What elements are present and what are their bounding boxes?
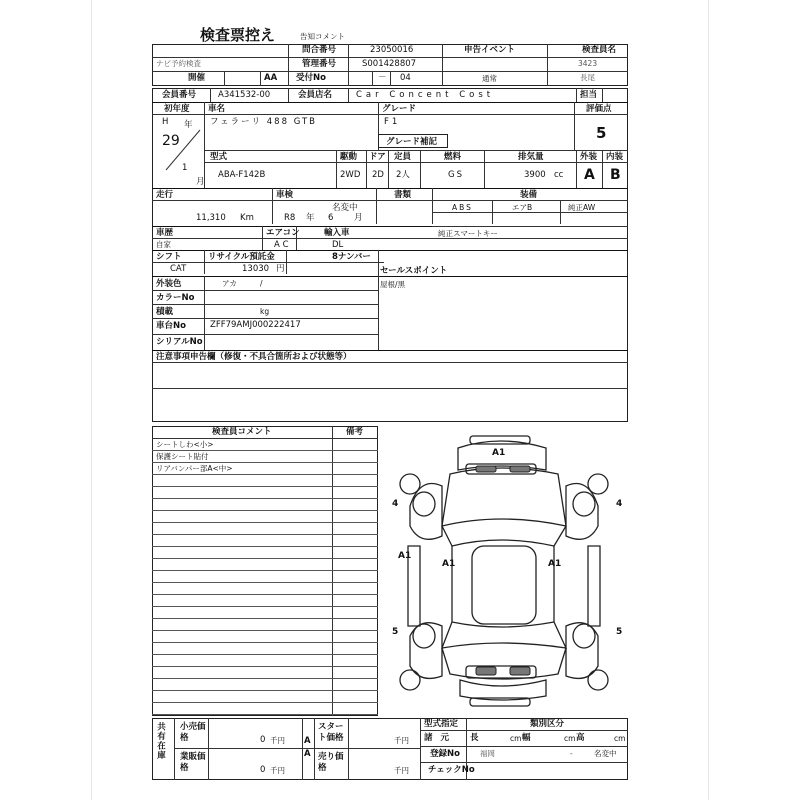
first-reg-label: 初年度 xyxy=(164,104,190,114)
recycle-unit: 円 xyxy=(276,264,285,274)
equip-smart-key: 純正スマートキー xyxy=(438,229,498,238)
load-unit: kg xyxy=(260,307,270,316)
mileage-label: 走行 xyxy=(156,190,174,200)
comment-line-1: シートしわ<小> xyxy=(156,440,214,449)
mark-left-door: A1 xyxy=(442,559,456,569)
staff-label: 担当 xyxy=(580,90,598,100)
serial-label: シリアルNo xyxy=(156,337,203,347)
wholesale-price-value: 0 xyxy=(260,765,266,775)
wholesale-price-unit: 千円 xyxy=(270,766,285,775)
mark-left-side: A1 xyxy=(398,551,412,561)
comment-rule xyxy=(152,570,378,571)
reception-no: 04 xyxy=(400,73,411,83)
capacity-label: 定員 xyxy=(394,152,412,162)
wholesale-price-label: 業販価格 xyxy=(180,752,206,773)
mgmt-no: S001428807 xyxy=(362,59,417,69)
venue-value: AA xyxy=(264,73,278,83)
width-unit: cm xyxy=(564,734,576,743)
page-title: 検査票控え xyxy=(200,26,276,44)
comment-rule xyxy=(152,498,378,499)
inspection-label: 車検 xyxy=(276,190,294,200)
mark-right-door: A1 xyxy=(548,559,562,569)
sales-point-value: 屋根/黒 xyxy=(380,280,406,289)
first-reg-era: H xyxy=(162,117,169,127)
mark-right-front-tire: 4 xyxy=(616,499,623,509)
color-value: アカ xyxy=(222,279,237,288)
inspection-era: R8 xyxy=(284,213,296,223)
comment-rule xyxy=(152,630,378,631)
equip-abs: ABS xyxy=(452,203,473,212)
start-price-label: スタート価格 xyxy=(318,722,344,743)
declaration-label: 申告イベント xyxy=(464,45,516,55)
category-label: 類別区分 xyxy=(530,719,565,729)
first-reg-month: 1 xyxy=(182,163,188,173)
length-label: 長 xyxy=(470,733,479,743)
type-designation-label: 型式指定 xyxy=(424,719,459,729)
inspection-sheet xyxy=(92,0,708,800)
grade-extra-label: グレード補記 xyxy=(386,137,438,147)
color-label: 外装色 xyxy=(156,279,182,289)
member-no-label: 会員番号 xyxy=(162,90,197,100)
length-unit: cm xyxy=(510,734,522,743)
drive-label: 駆動 xyxy=(340,152,358,162)
member-no: A341532-00 xyxy=(218,90,271,100)
equipment-label: 装備 xyxy=(520,190,538,200)
shift-value: CAT xyxy=(170,264,187,274)
shift-label: シフト xyxy=(156,252,182,262)
first-reg-month-char: 月 xyxy=(196,177,205,187)
height-unit: cm xyxy=(614,734,626,743)
sell-price-label: 売り価格 xyxy=(318,752,344,773)
flag-a-2: A xyxy=(304,749,311,759)
comment-rule xyxy=(152,654,378,655)
import-value: DL xyxy=(332,240,344,250)
history-value: 自家 xyxy=(156,240,171,249)
chassis-value: ZFF79AMJ000222417 xyxy=(210,320,301,330)
remarks-label: 備考 xyxy=(346,427,364,437)
docs-value: 名変中 xyxy=(332,203,358,213)
reception-dash: － xyxy=(378,73,387,83)
displacement-label: 排気量 xyxy=(518,152,544,162)
comment-rule xyxy=(152,702,378,703)
comment-rule xyxy=(152,522,378,523)
car-name-label: 車名 xyxy=(208,104,226,114)
comment-rule xyxy=(152,666,378,667)
mark-left-front-tire: 4 xyxy=(392,499,399,509)
height-label: 高 xyxy=(576,733,585,743)
mark-left-rear-tire: 5 xyxy=(392,627,399,637)
comment-rule xyxy=(152,678,378,679)
first-reg-year: 29 xyxy=(162,133,180,149)
door-value: 2D xyxy=(372,170,384,180)
mileage-value: 11,310 xyxy=(196,213,226,223)
notice-label: 告知コメント xyxy=(300,32,345,41)
car-name: フェラーリ 488 GTB xyxy=(210,117,318,127)
declaration-value: 通常 xyxy=(482,74,497,83)
load-label: 積載 xyxy=(156,307,174,317)
comment-rule xyxy=(152,450,378,451)
comment-line-2: 保護シート貼付 xyxy=(156,452,209,461)
navi-booking: ナビ予約検査 xyxy=(156,59,201,68)
comment-rule xyxy=(152,486,378,487)
inspection-year-char: 年 xyxy=(306,213,315,223)
recycle-label: リサイクル預託金 xyxy=(208,252,275,262)
sell-price-unit: 千円 xyxy=(394,766,409,775)
displacement-unit: cc xyxy=(554,170,564,180)
registration-place: 福岡 xyxy=(480,749,495,758)
interior-label: 内装 xyxy=(606,152,624,162)
inspector-id: 3423 xyxy=(578,59,598,68)
sales-point-label: セールスポイント xyxy=(380,266,448,276)
fuel-label: 燃料 xyxy=(444,152,462,162)
width-label: 幅 xyxy=(522,733,531,743)
inspection-month-char: 月 xyxy=(354,213,363,223)
member-shop: Car Concent Cost xyxy=(356,90,495,100)
model-value: ABA-F142B xyxy=(218,170,266,180)
comment-rule xyxy=(152,534,378,535)
comment-rule xyxy=(152,462,378,463)
score-value: 5 xyxy=(596,124,607,142)
mileage-unit: Km xyxy=(240,213,254,223)
comment-rule xyxy=(152,546,378,547)
displacement-value: 3900 xyxy=(524,170,546,180)
retail-price-label: 小売価格 xyxy=(180,722,206,743)
model-label: 型式 xyxy=(210,152,228,162)
mark-right-rear-tire: 5 xyxy=(616,627,623,637)
equip-alloy-wheels: 純正AW xyxy=(568,203,596,212)
first-reg-year-char: 年 xyxy=(184,120,193,130)
retail-price-value: 0 xyxy=(260,735,266,745)
start-price-unit: 千円 xyxy=(394,736,409,745)
color-separator: / xyxy=(260,279,263,288)
grade-label: グレード xyxy=(382,104,417,114)
member-shop-label: 会員店名 xyxy=(298,90,333,100)
ac-value: AC xyxy=(274,240,292,250)
inspector-name: 長尾 xyxy=(580,73,595,82)
shared-stock-label: 共有在庫 xyxy=(155,722,166,760)
comment-rule xyxy=(152,510,378,511)
exterior-grade: A xyxy=(584,167,595,183)
comment-rule xyxy=(152,582,378,583)
mark-front-bumper: A1 xyxy=(492,448,506,458)
check-no-label: チェックNo xyxy=(428,765,475,775)
registration-label: 登録No xyxy=(430,749,460,759)
comment-rule xyxy=(152,474,378,475)
comment-rule xyxy=(152,618,378,619)
interior-grade: B xyxy=(610,167,621,183)
notes-label: 注意事項申告欄（修復・不具合箇所および状態等） xyxy=(156,352,352,362)
import-label: 輸入車 xyxy=(324,228,350,238)
fuel-value: GS xyxy=(448,170,464,180)
dimensions-label: 諸元 xyxy=(424,733,458,743)
registration-dash: - xyxy=(570,749,573,758)
capacity-value: 2人 xyxy=(396,170,410,180)
door-label: ドア xyxy=(369,152,386,162)
history-label: 車歴 xyxy=(156,228,174,238)
inspector-label: 検査員名 xyxy=(582,45,617,55)
flag-a-1: A xyxy=(304,736,311,746)
chassis-label: 車台No xyxy=(156,321,186,331)
exterior-label: 外装 xyxy=(580,152,598,162)
grade-value: F1 xyxy=(384,117,401,127)
venue-label: 開催 xyxy=(188,73,206,83)
recycle-value: 13030 xyxy=(242,264,270,274)
comment-rule xyxy=(152,558,378,559)
registration-status: 名変中 xyxy=(594,749,617,758)
comment-line-3: リアバンパー部A<中> xyxy=(156,464,233,473)
docs-label: 書類 xyxy=(394,190,412,200)
comment-rule xyxy=(152,594,378,595)
ac-label: エアコン xyxy=(266,228,300,238)
inquiry-no: 23050016 xyxy=(370,45,414,55)
score-label: 評価点 xyxy=(586,104,612,114)
comment-rule xyxy=(152,606,378,607)
retail-price-unit: 千円 xyxy=(270,736,285,745)
mgmt-no-label: 管理番号 xyxy=(302,59,337,69)
inquiry-no-label: 問合番号 xyxy=(302,45,337,55)
drive-value: 2WD xyxy=(340,170,361,180)
comment-rule xyxy=(152,642,378,643)
car-damage-diagram xyxy=(380,426,628,716)
reception-label: 受付No xyxy=(296,73,326,83)
equip-airbag: エアB xyxy=(512,203,533,212)
color-no-label: カラーNo xyxy=(156,293,195,303)
comment-label: 検査員コメント xyxy=(212,427,272,437)
plate8-label: 8ナンバー xyxy=(332,252,371,262)
comment-rule xyxy=(152,690,378,691)
inspection-month: 6 xyxy=(328,213,334,223)
comment-rule xyxy=(152,714,378,715)
